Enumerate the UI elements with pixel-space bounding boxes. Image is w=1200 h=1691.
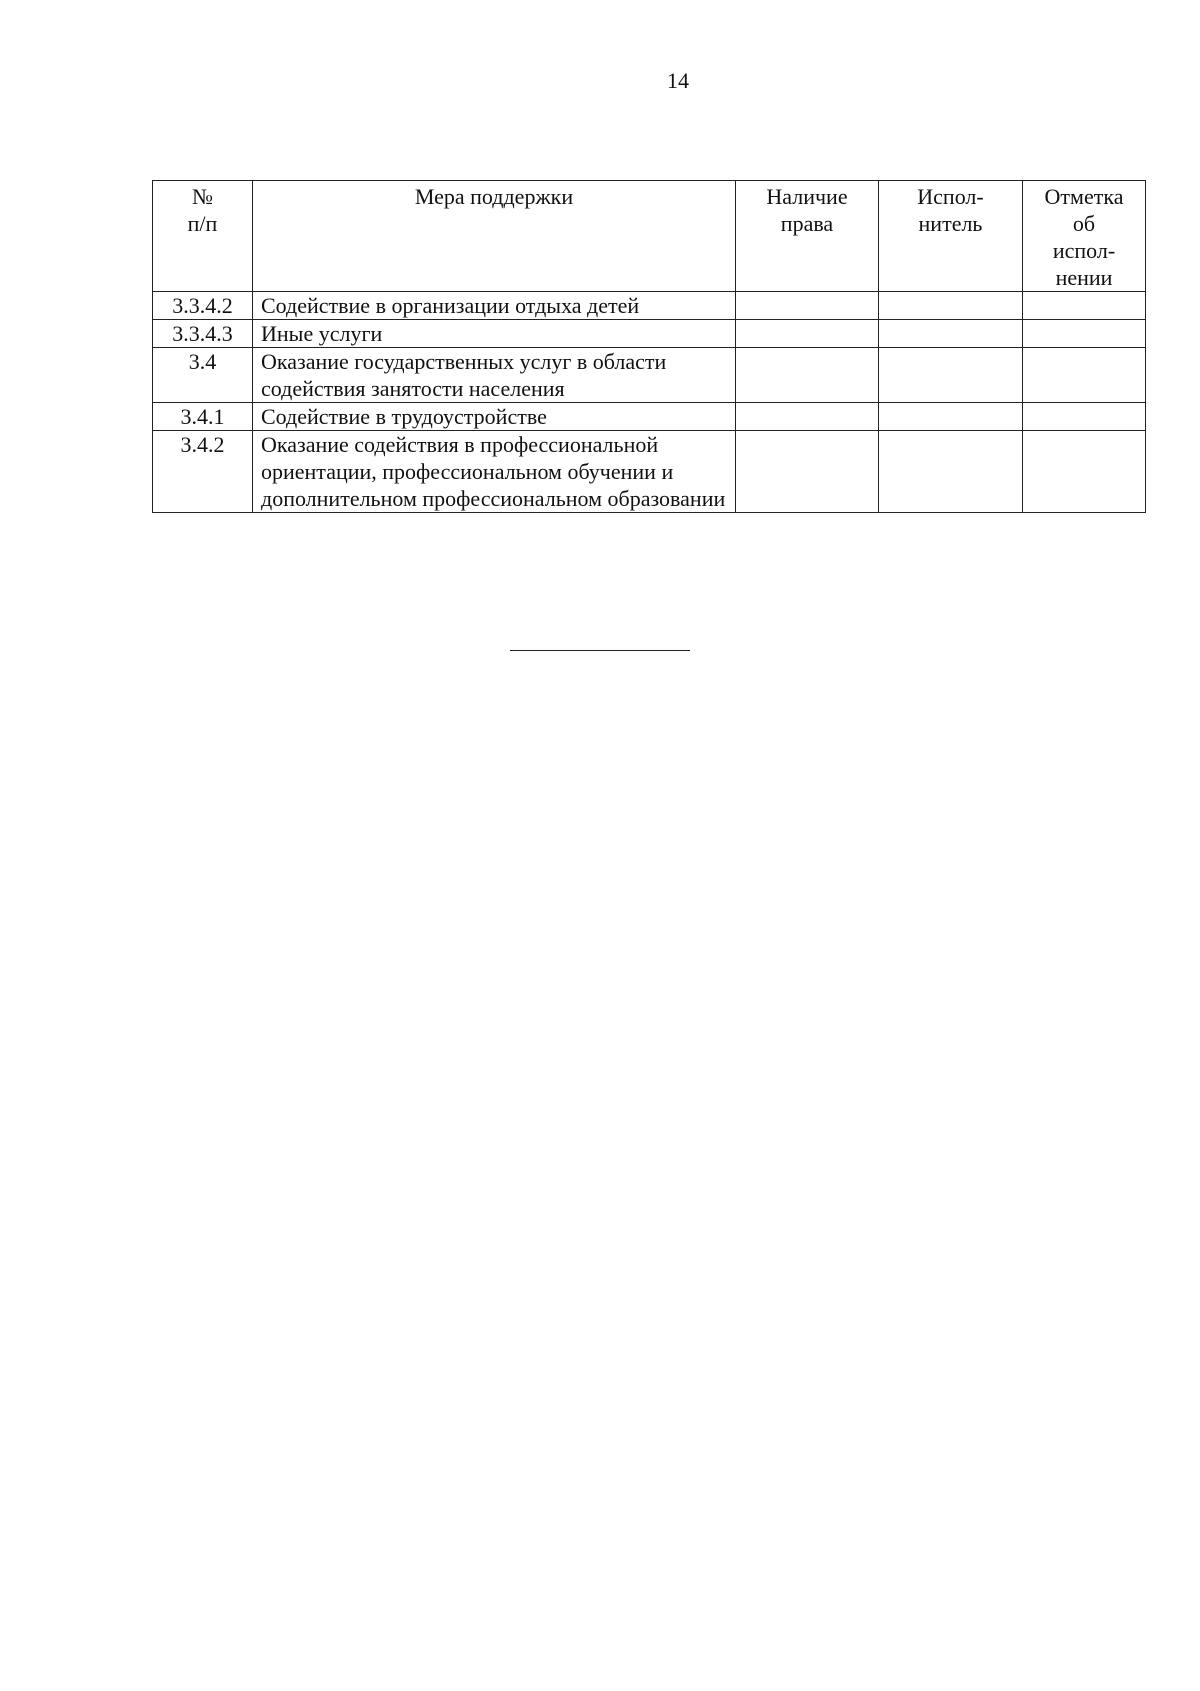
row-actor-cell [879,403,1023,431]
row-measure: Содействие в организации отдыха детей [253,292,736,320]
table-row [153,348,1146,403]
row-number: 3.3.4.3 [153,320,253,348]
header-actor: Испол- нитель [879,181,1023,292]
row-measure: Иные услуги [253,320,736,348]
header-right: Наличие права [736,181,879,292]
row-mark-cell [1023,320,1146,348]
row-mark-cell [1023,403,1146,431]
header-measure: Мера поддержки [253,181,736,292]
row-right-cell [736,431,879,513]
table-row [153,320,1146,348]
row-right-cell [736,348,879,403]
row-measure: Оказание содействия в профессиональной ориентации, профессиональном обучении и дополнительном профессиональном образовании [253,431,736,513]
row-mark-cell [1023,348,1146,403]
row-actor-cell [879,348,1023,403]
row-number: 3.4.1 [153,403,253,431]
table-row [153,431,1146,513]
closing-rule [510,650,690,651]
row-right-cell [736,320,879,348]
row-number: 3.3.4.2 [153,292,253,320]
page-number: 14 [667,68,689,93]
table-row [153,292,1146,320]
row-mark-cell [1023,292,1146,320]
row-number: 3.4.2 [153,431,253,513]
row-right-cell [736,292,879,320]
row-mark-cell [1023,431,1146,513]
row-actor-cell [879,320,1023,348]
row-actor-cell [879,292,1023,320]
table-header-row [153,181,1146,292]
row-number: 3.4 [153,348,253,403]
header-mark: Отметка об испол- нении [1023,181,1146,292]
table-row [153,403,1146,431]
row-measure: Оказание государственных услуг в области содействия занятости населения [253,348,736,403]
row-actor-cell [879,431,1023,513]
header-num: № п/п [153,181,253,292]
row-right-cell [736,403,879,431]
support-measures-table [152,180,1146,513]
row-measure: Содействие в трудоустройстве [253,403,736,431]
